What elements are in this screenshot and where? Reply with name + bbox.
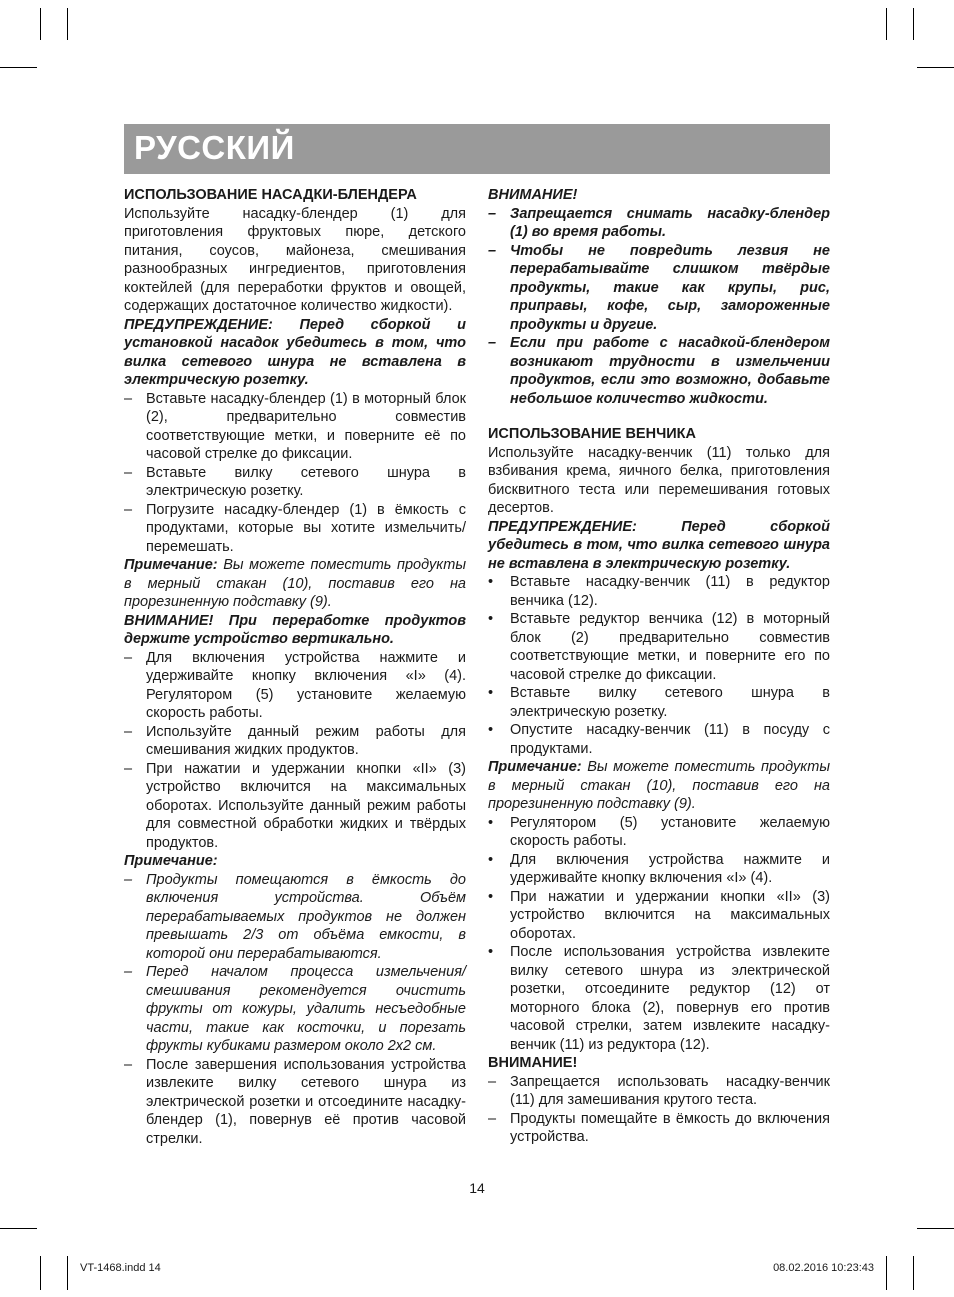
list-item: – При нажатии и удержании кнопки «II» (3) устройство включится на максимальных оборотах. Используйте данный режим работы для совместной обработки жидких и твёрдых продуктов.	[124, 760, 466, 851]
section-heading: ИСПОЛЬЗОВАНИЕ НАСАДКИ-БЛЕНДЕРА	[124, 187, 417, 203]
list-item: – Перед началом процесса измельчения/смешивания рекомендуется очистить фрукты от кожуры, удалить несъедобные части, такие как косточки, и порезать фрукты кубиками размером около 2х2 см.	[124, 964, 466, 1054]
crop-mark	[40, 8, 41, 40]
list-item: – Погрузите насадку-блендер (1) в ёмкость с продуктами, которые вы хотите измельчить/перемешать.	[124, 501, 466, 555]
list-item: – Чтобы не повредить лезвия не перерабатывайте слишком твёрдые продукты, такие как крупы, рис, приправы, кофе, сыр, замороженные продукты и другие.	[488, 242, 830, 333]
intro-paragraph: Используйте насадку-венчик (11) только для взбивания крема, яичного белка, приготовления бисквитного теста или перемешивания готовых десертов.	[488, 444, 830, 516]
banner-title: РУССКИЙ	[134, 129, 295, 166]
crop-mark	[886, 1256, 887, 1290]
crop-mark	[40, 1256, 41, 1290]
list-item: • Опустите насадку-венчик (11) в посуду с продуктами.	[488, 722, 830, 757]
list-item: – Продукты помещаются в ёмкость до включения устройства. Объём перерабатываемых продуктов не должен превышать 2/3 от объёма емкости, в которой они перерабатываются.	[124, 871, 466, 962]
list-item: – Продукты помещайте в ёмкость до включения устройства.	[488, 1110, 830, 1145]
crop-mark	[913, 8, 914, 40]
section-heading: ИСПОЛЬЗОВАНИЕ ВЕНЧИКА	[488, 426, 696, 442]
crop-mark	[917, 67, 954, 68]
note-label: Примечание:	[124, 853, 218, 869]
list-item: – Вставьте вилку сетевого шнура в электрическую розетку.	[124, 464, 466, 499]
right-column	[488, 186, 830, 1147]
list-item: – Используйте данный режим работы для смешивания жидких продуктов.	[124, 723, 466, 758]
attention-label: ВНИМАНИЕ!	[488, 1055, 578, 1071]
language-banner	[124, 124, 830, 174]
list-item: • При нажатии и удержании кнопки «II» (3) устройство включится на максимальных оборотах.	[488, 888, 830, 942]
list-item: – Если при работе с насадкой-блендером возникают трудности в измельчении продуктов, если это возможно, добавьте небольшое количество жидкости.	[488, 335, 830, 407]
list-item: • Вставьте насадку-венчик (11) в редуктор венчика (12).	[488, 574, 830, 609]
note-paragraph: Примечание: Вы можете поместить продукты в мерный стакан (10), поставив его на прорезиненную подставку (9).	[124, 557, 466, 610]
left-column	[124, 186, 466, 1148]
attention-text: ВНИМАНИЕ! При переработке продуктов держите устройство вертикально.	[124, 612, 466, 647]
list-item: • Вставьте вилку сетевого шнура в электрическую розетку.	[488, 685, 830, 720]
warning-text: ПРЕДУПРЕЖДЕНИЕ: Перед сборкой убедитесь в том, что вилка сетевого шнура не вставлена в электрическую розетку.	[488, 518, 830, 572]
list-item: – Для включения устройства нажмите и удерживайте кнопку включения «I» (4). Регулятором (5) установите желаемую скорость работы.	[124, 649, 466, 721]
list-item: • Для включения устройства нажмите и удерживайте кнопку включения «I» (4).	[488, 851, 830, 886]
crop-mark	[913, 1256, 914, 1290]
intro-paragraph: Используйте насадку-блендер (1) для приготовления фруктовых пюре, детского питания, соусов, майонеза, смешивания разнообразных ингредиентов, приготовления коктейлей (для переработки фруктов и овощей, содержащих достаточное количество жидкости).	[124, 205, 466, 314]
list-item: • Регулятором (5) установите желаемую скорость работы.	[488, 814, 830, 849]
crop-mark	[0, 67, 37, 68]
list-item: – Запрещается использовать насадку-венчик (11) для замешивания крутого теста.	[488, 1073, 830, 1108]
note-paragraph: Примечание: Вы можете поместить продукты в мерный стакан (10), поставив его на прорезиненную подставку (9).	[488, 759, 830, 812]
crop-mark	[917, 1228, 954, 1229]
warning-text: ПРЕДУПРЕЖДЕНИЕ: Перед сборкой и установкой насадок убедитесь в том, что вилка сетевого шнура не вставлена в электрическую розетку.	[124, 316, 466, 388]
footer-file: VT-1468.indd 14	[80, 1262, 161, 1274]
list-item: • После использования устройства извлеките вилку сетевого шнура из электрической розетки, отсоедините редуктор (12) от моторного блока (2), повернув его против часовой стрелки, затем извлеките насадку-венчик (11) из редуктора (12).	[488, 944, 830, 1053]
footer-datetime: 08.02.2016 10:23:43	[773, 1262, 874, 1274]
crop-mark	[886, 8, 887, 40]
crop-mark	[67, 8, 68, 40]
list-item: • Вставьте редуктор венчика (12) в моторный блок (2) предварительно совместив соответствующие метки, и поверните его по часовой стрелке до фиксации.	[488, 611, 830, 683]
list-item: – Вставьте насадку-блендер (1) в моторный блок (2), предварительно совместив соответствующие метки, и поверните её по часовой стрелке до фиксации.	[124, 390, 466, 462]
crop-mark	[67, 1256, 68, 1290]
crop-mark	[0, 1228, 37, 1229]
attention-label: ВНИМАНИЕ!	[488, 187, 578, 203]
list-item: – Запрещается снимать насадку-блендер (1) во время работы.	[488, 205, 830, 240]
page-number: 14	[469, 1180, 485, 1196]
list-item: – После завершения использования устройства извлеките вилку сетевого шнура из электрической розетки и отсоедините насадку-блендер (1), повернув её против часовой стрелки.	[124, 1056, 466, 1147]
